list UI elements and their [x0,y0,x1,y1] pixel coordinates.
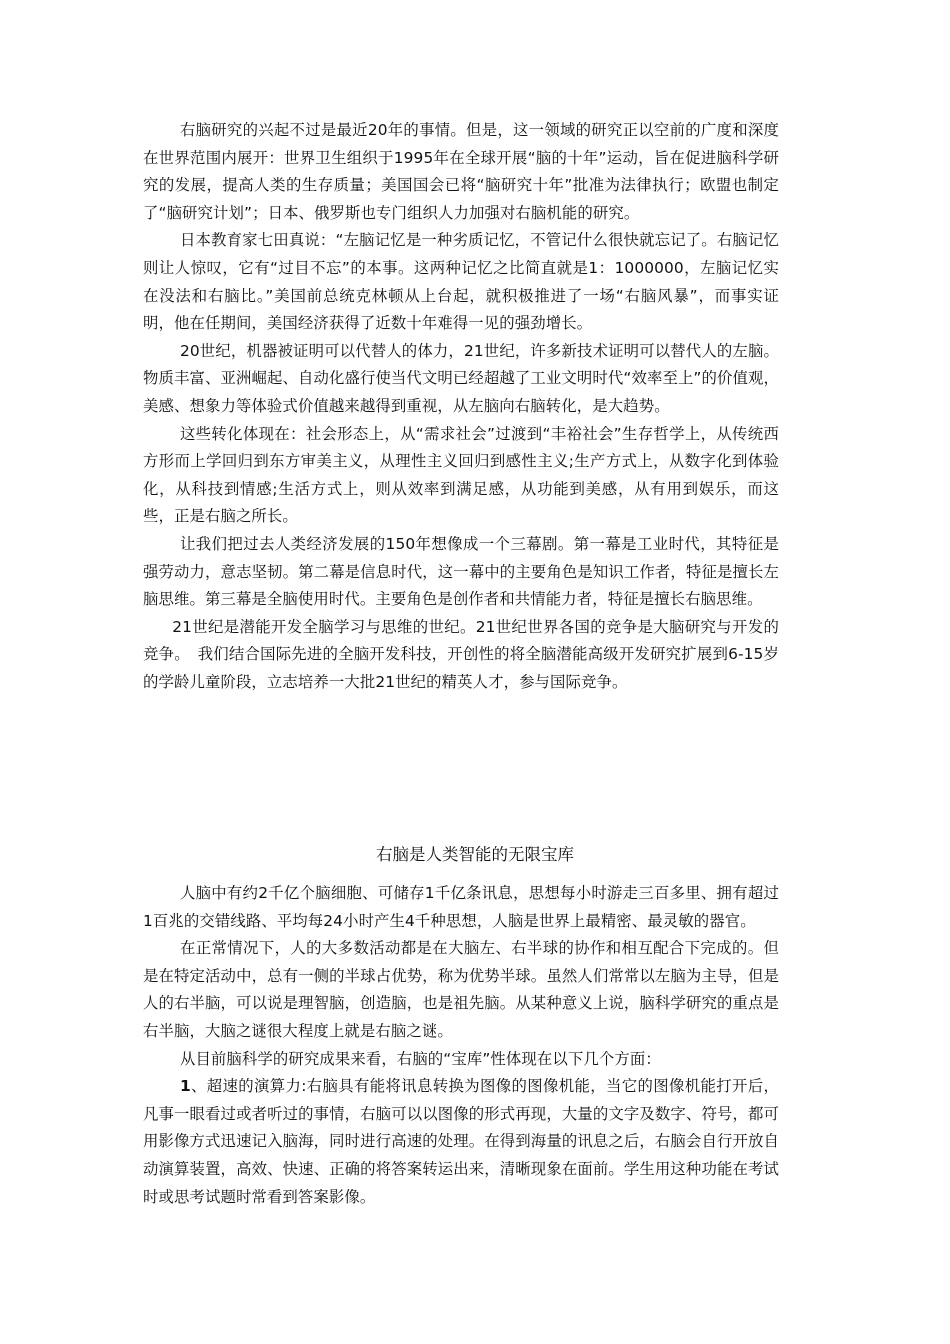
treasure-section [143,880,779,1211]
paragraph-21st-century: 21世纪是潜能开发全脑学习与思维的世纪。21世纪世界各国的竞争是大脑研究与开发的竞争。 我们结合国际先进的全脑开发科技，开创性的将全脑潜能高级开发研究扩展到6-15岁的学龄儿童阶段，立志培养一大批21世纪的精英人才，参与国际竞争。 [143,617,779,691]
item-number: 1 [179,1077,191,1096]
paragraph-shichida-quote: 日本教育家七田真说：“左脑记忆是一种劣质记忆，不管记什么很快就忘记了。右脑记忆则让人惊叹，它有“过目不忘”的本事。这两种记忆之比简直就是1：1000000，左脑记忆实在没法和右脑比。”美国前总统克林顿从上台起，就积极推进了一场“右脑风暴”，而事实证明，他在任期间，美国经济获得了近数十年难得一见的强劲增长。 [143,231,779,333]
paragraph-right-brain-research: 右脑研究的兴起不过是最近20年的事情。但是，这一领域的研究正以空前的广度和深度在世界范围内展开：世界卫生组织于1995年在全球开展“脑的十年”运动，旨在促进脑科学研究的发展，提高人类的生存质量；美国国会已将“脑研究十年”批准为法律执行；欧盟也制定了“脑研究计划”；日本、俄罗斯也专门组织人力加强对右脑机能的研究。 [143,121,779,222]
paragraph-treasure-intro: 从目前脑科学的研究成果来看，右脑的“宝库”性体现在以下几个方面： [179,1049,661,1068]
section-heading: 右脑是人类智能的无限宝库 [376,845,574,864]
paragraph-dominant-hemisphere: 在正常情况下，人的大多数活动都是在大脑左、右半球的协作和相互配合下完成的。但是在特定活动中，总有一侧的半球占优势，称为优势半球。虽然人们常常以左脑为主导，但是人的右半脑，可以说是理智脑，创造脑，也是祖先脑。从某种意义上说，脑科学研究的重点是右半脑，大脑之谜很大程度上就是右脑之谜。 [143,939,779,1040]
item-body: 右脑具有能将讯息转换为图像的图像机能，当它的图像机能打开后，凡事一眼看过或者听过的事情，右脑可以以图像的形式再现，大量的文字及数字、符号，都可用影像方式迅速记入脑海，同时进行高速的处理。在得到海量的讯息之后，右脑会自行开放自动演算装置，高效、快速、正确的将答案转运出来，清晰现象在面前。学生用这种功能在考试时或思考试题时常看到答案影像。 [143,1077,779,1206]
paragraph-transformation: 这些转化体现在：社会形态上，从“需求社会”过渡到“丰裕社会”生存哲学上，从传统西方形而上学回归到东方审美主义，从理性主义回归到感性主义;生产方式上，从数字化到体验化，从科技到情感;生活方式上，则从效率到满足感，从功能到美感，从有用到娱乐，而这些，正是右脑之所长。 [143,424,779,526]
paragraph-brain-facts: 人脑中有约2千亿个脑细胞、可储存1千亿条讯息，思想每小时游走三百多里、拥有超过1百兆的交错线路、平均每24小时产生4千种思想，人脑是世界上最精密、最灵敏的器官。 [143,884,779,930]
item-title: 、超速的演算力: [190,1077,307,1096]
list-item-calculation [143,1073,779,1211]
paragraph-three-act-play: 让我们把过去人类经济发展的150年想像成一个三幕剧。第一幕是工业时代，其特征是强劳动力，意志坚韧。第二幕是信息时代，这一幕中的主要角色是知识工作者，特征是擅长左脑思维。第三幕是全脑使用时代。主要角色是创作者和共情能力者，特征是擅长右脑思维。 [143,534,779,609]
paragraph-20th-century: 20世纪，机器被证明可以代替人的体力，21世纪，许多新技术证明可以替代人的左脑。物质丰富、亚洲崛起、自动化盛行使当代文明已经超越了工业文明时代“效率至上”的价值观，美感、想象力等体验式价值越来越得到重视，从左脑向右脑转化，是大趋势。 [143,341,779,415]
intro-section [143,117,779,696]
